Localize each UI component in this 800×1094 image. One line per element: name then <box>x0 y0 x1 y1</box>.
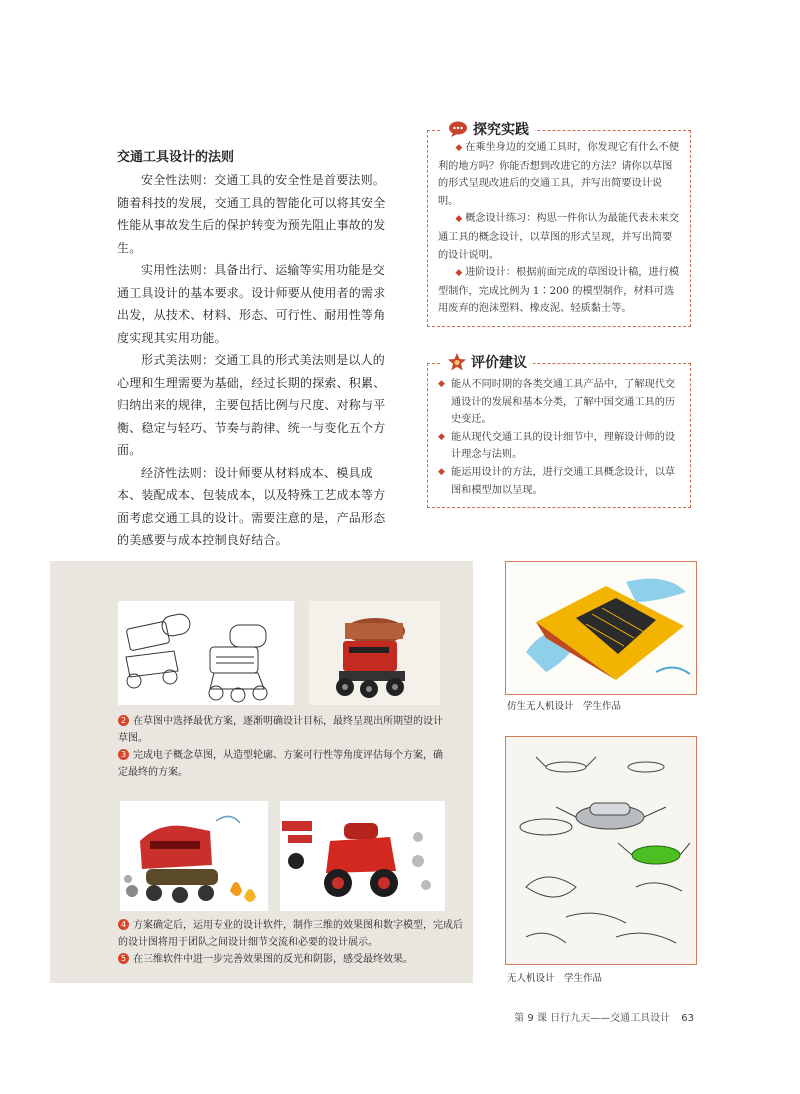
diamond-bullet-icon: ◆ <box>438 466 445 477</box>
drone-sketch-caption: 无人机设计 学生作品 <box>507 973 603 984</box>
step-number-badge: 3 <box>118 749 129 760</box>
review-item: ◆ 能运用设计的方法，进行交通工具概念设计，以草图和模型加以呈现。 <box>438 464 680 499</box>
step-2-caption: 2 在草图中选择最优方案，逐渐明确设计目标，最终呈现出所期望的设计草图。 <box>118 716 443 744</box>
step-5-caption: 5 在三维软件中进一步完善效果图的反光和阴影，感受最终效果。 <box>118 951 463 968</box>
3d-render-image <box>280 801 445 911</box>
step-number-badge: 2 <box>118 715 129 726</box>
practice-header <box>442 119 535 139</box>
bionic-drone-image <box>505 561 697 695</box>
drone-sketch-image <box>505 736 697 965</box>
review-item: ◆ 能从现代交通工具的设计细节中，理解设计师的设计理念与法则。 <box>438 429 680 464</box>
diamond-bullet-icon: ◆ <box>438 431 445 442</box>
practice-box <box>427 122 691 327</box>
colored-sketch-image <box>309 601 440 705</box>
speech-bubble-icon <box>448 121 468 137</box>
step-number-badge: 4 <box>118 919 129 930</box>
line-sketch-image <box>118 601 294 705</box>
bionic-drone-illustration <box>506 562 696 694</box>
practice-item: ◆ 在乘坐身边的交通工具时，你发现它有什么不便利的地方吗？你能否想到改进它的方法？请你以草图的形式呈现改进后的交通工具，并写出简要设计说明。 <box>438 142 680 207</box>
diamond-bullet-icon: ◆ <box>455 268 466 279</box>
law-safety: 安全性法则：交通工具的安全性是首要法则。随着科技的发展，交通工具的智能化可以将其安全性能从事故发生后的保护转变为预先阻止事故的发生。 <box>117 173 386 255</box>
practice-title: 探究实践 <box>473 122 529 138</box>
digital-concept-illustration <box>120 801 268 911</box>
step-number-badge: 5 <box>118 953 129 964</box>
law-form-beauty: 形式美法则：交通工具的形式美法则是以人的心理和生理需要为基础，经过长期的探索、积累、归纳出来的规律，主要包括比例与尺度、对称与平衡、稳定与轻巧、节奏与韵律、统一与变化五个方面。 <box>117 353 386 457</box>
bionic-drone-caption: 仿生无人机设计 学生作品 <box>507 701 622 712</box>
review-header <box>442 352 533 372</box>
law-economy: 经济性法则：设计师要从材料成本、模具成本、装配成本、包装成本，以及特殊工艺成本等方面考虑交通工具的设计。需要注意的是，产品形态的美感要与成本控制良好结合。 <box>117 465 386 547</box>
design-process-panel <box>50 561 473 983</box>
practice-content <box>438 139 680 318</box>
review-item: ◆ 能从不同时期的各类交通工具产品中，了解现代交通设计的发展和基本分类，了解中国交通工具的历史变迁。 <box>438 376 680 429</box>
footer-lesson-title: 第 9 课 日行九天——交通工具设计 <box>514 1013 671 1024</box>
design-laws-section <box>117 146 389 552</box>
step-4-caption: 4 方案确定后，运用专业的设计软件，制作三维的效果图和数字模型，完成后的设计图将用于团队之间设计细节交流和必要的设计展示。 <box>118 920 463 948</box>
star-badge-icon <box>448 353 466 371</box>
review-box <box>427 355 691 508</box>
page-number: 63 <box>681 1013 694 1024</box>
drone-sketch-illustration <box>506 737 696 964</box>
law-practicality: 实用性法则：具备出行、运输等实用功能是交通工具设计的基本要求。设计师要从使用者的需求出发，从技术、材料、形态、可行性、耐用性等角度实现其实用功能。 <box>117 263 386 345</box>
diamond-bullet-icon: ◆ <box>455 214 466 225</box>
vehicle-line-sketch-illustration <box>118 601 294 705</box>
colored-vehicle-illustration <box>309 601 440 705</box>
step-3-caption: 3 完成电子概念草图，从造型轮廓、方案可行性等角度评估每个方案，确定最终的方案。 <box>118 750 443 778</box>
3d-render-illustration <box>280 801 445 911</box>
review-content <box>438 376 680 499</box>
diamond-bullet-icon: ◆ <box>438 379 445 389</box>
diamond-bullet-icon: ◆ <box>455 143 466 153</box>
practice-item: ◆ 进阶设计：根据前面完成的草图设计稿，进行模型制作，完成比例为 1∶200 的模型制作，材料可选用废弃的泡沫塑料、橡皮泥、轻质黏土等。 <box>438 267 680 315</box>
page-footer <box>514 1009 694 1024</box>
review-title: 评价建议 <box>471 355 527 371</box>
section-title: 交通工具设计的法则 <box>117 150 235 165</box>
practice-item: ◆ 概念设计练习：构思一件你认为最能代表未来交通工具的概念设计，以草图的形式呈现，并写出简要的设计说明。 <box>438 213 680 261</box>
digital-concept-image <box>120 801 268 911</box>
